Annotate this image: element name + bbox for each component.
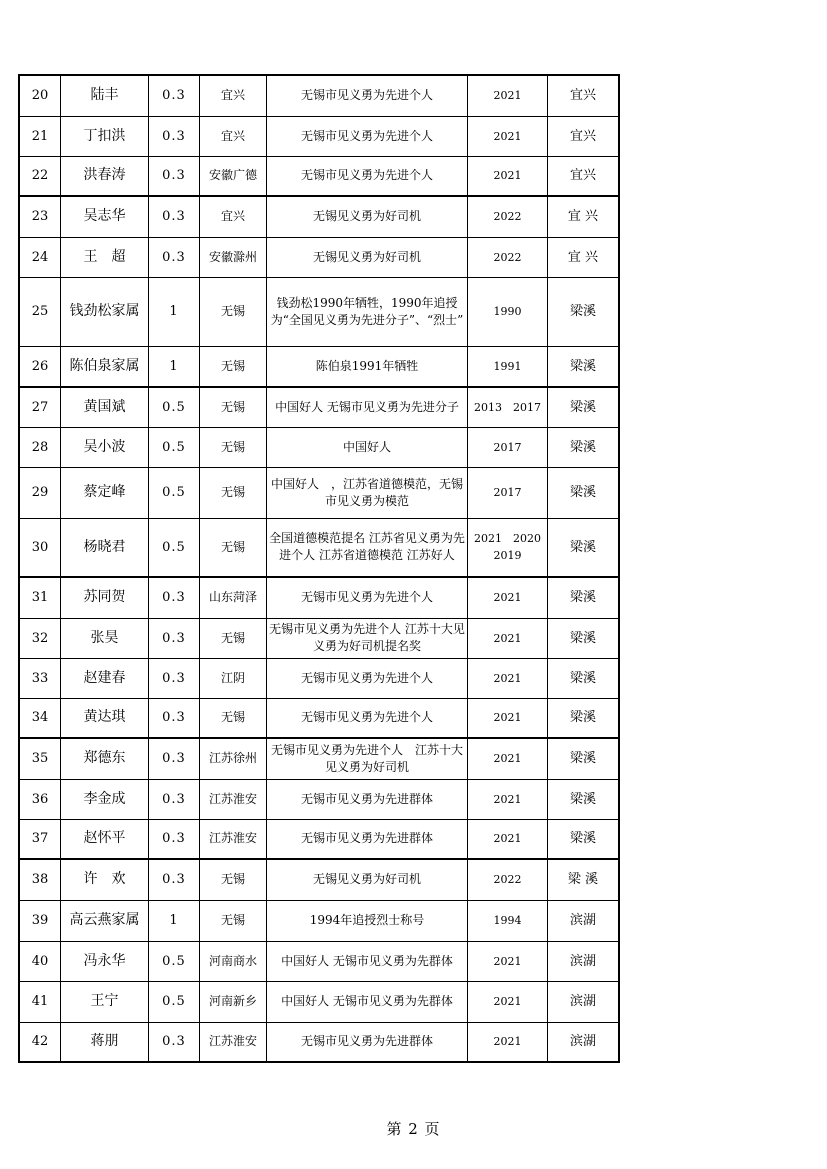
district: 宜兴 bbox=[548, 156, 620, 196]
table-row bbox=[19, 196, 619, 237]
award-year: 2021 bbox=[468, 577, 548, 618]
table-row bbox=[19, 467, 619, 518]
award-amount: 0.3 bbox=[149, 156, 200, 196]
honor-description: 中国好人 无锡市见义勇为先进分子 bbox=[267, 387, 468, 427]
honor-description: 无锡市见义勇为先进个人 bbox=[267, 75, 468, 116]
table-row bbox=[19, 577, 619, 618]
district: 梁溪 bbox=[548, 346, 620, 387]
award-amount: 0.3 bbox=[149, 618, 200, 658]
district: 梁溪 bbox=[548, 518, 620, 577]
honoree-name: 王 超 bbox=[61, 237, 149, 277]
honoree-name: 吴小波 bbox=[61, 427, 149, 467]
honor-description: 中国好人 ，江苏省道德模范，无锡市见义勇为模范 bbox=[267, 467, 468, 518]
origin-place: 江苏淮安 bbox=[200, 779, 267, 819]
award-year: 1994 bbox=[468, 900, 548, 941]
row-number: 30 bbox=[19, 518, 61, 577]
row-number: 34 bbox=[19, 698, 61, 738]
award-amount: 1 bbox=[149, 900, 200, 941]
honor-description: 中国好人 无锡市见义勇为先群体 bbox=[267, 941, 468, 981]
table-row bbox=[19, 900, 619, 941]
district: 梁溪 bbox=[548, 427, 620, 467]
origin-place: 无锡 bbox=[200, 387, 267, 427]
table-row bbox=[19, 387, 619, 427]
row-number: 41 bbox=[19, 981, 61, 1022]
origin-place: 江苏徐州 bbox=[200, 738, 267, 779]
origin-place: 安徽滁州 bbox=[200, 237, 267, 277]
honor-description: 中国好人 无锡市见义勇为先群体 bbox=[267, 981, 468, 1022]
table-row bbox=[19, 237, 619, 277]
award-amount: 0.3 bbox=[149, 237, 200, 277]
row-number: 39 bbox=[19, 900, 61, 941]
honoree-table bbox=[18, 74, 620, 1063]
honor-description: 无锡市见义勇为先进个人 bbox=[267, 658, 468, 698]
origin-place: 江苏淮安 bbox=[200, 1022, 267, 1062]
honoree-name: 蔡定峰 bbox=[61, 467, 149, 518]
row-number: 26 bbox=[19, 346, 61, 387]
origin-place: 无锡 bbox=[200, 698, 267, 738]
honoree-name: 苏同贺 bbox=[61, 577, 149, 618]
award-year: 2017 bbox=[468, 467, 548, 518]
row-number: 40 bbox=[19, 941, 61, 981]
row-number: 28 bbox=[19, 427, 61, 467]
row-number: 29 bbox=[19, 467, 61, 518]
honor-description: 无锡见义勇为好司机 bbox=[267, 859, 468, 900]
honoree-name: 洪春涛 bbox=[61, 156, 149, 196]
district: 滨湖 bbox=[548, 1022, 620, 1062]
honor-description: 中国好人 bbox=[267, 427, 468, 467]
origin-place: 宜兴 bbox=[200, 116, 267, 156]
district: 宜 兴 bbox=[548, 237, 620, 277]
origin-place: 无锡 bbox=[200, 859, 267, 900]
honor-description: 无锡市见义勇为先进个人 江苏十大见义勇为好司机 bbox=[267, 738, 468, 779]
award-year: 2021 bbox=[468, 618, 548, 658]
table-row bbox=[19, 427, 619, 467]
honor-description: 无锡市见义勇为先进群体 bbox=[267, 819, 468, 859]
award-year: 1991 bbox=[468, 346, 548, 387]
honor-description: 1994年追授烈士称号 bbox=[267, 900, 468, 941]
row-number: 22 bbox=[19, 156, 61, 196]
honoree-name: 许 欢 bbox=[61, 859, 149, 900]
row-number: 20 bbox=[19, 75, 61, 116]
award-year: 2022 bbox=[468, 196, 548, 237]
row-number: 21 bbox=[19, 116, 61, 156]
row-number: 25 bbox=[19, 277, 61, 346]
award-year: 2021 bbox=[468, 1022, 548, 1062]
award-year: 2013 2017 bbox=[468, 387, 548, 427]
award-amount: 0.5 bbox=[149, 467, 200, 518]
award-year: 2021 bbox=[468, 658, 548, 698]
award-amount: 0.5 bbox=[149, 941, 200, 981]
origin-place: 河南商水 bbox=[200, 941, 267, 981]
honor-description: 无锡市见义勇为先进个人 bbox=[267, 156, 468, 196]
row-number: 24 bbox=[19, 237, 61, 277]
award-amount: 0.3 bbox=[149, 859, 200, 900]
origin-place: 山东菏泽 bbox=[200, 577, 267, 618]
honoree-name: 陈伯泉家属 bbox=[61, 346, 149, 387]
award-year: 2022 bbox=[468, 859, 548, 900]
table-row bbox=[19, 941, 619, 981]
table-row bbox=[19, 1022, 619, 1062]
honoree-name: 黄国斌 bbox=[61, 387, 149, 427]
table-row bbox=[19, 116, 619, 156]
award-year: 2022 bbox=[468, 237, 548, 277]
award-amount: 0.5 bbox=[149, 518, 200, 577]
origin-place: 无锡 bbox=[200, 518, 267, 577]
district: 梁溪 bbox=[548, 277, 620, 346]
table-row bbox=[19, 518, 619, 577]
origin-place: 江苏淮安 bbox=[200, 819, 267, 859]
origin-place: 无锡 bbox=[200, 618, 267, 658]
district: 宜兴 bbox=[548, 75, 620, 116]
honoree-name: 丁扣洪 bbox=[61, 116, 149, 156]
origin-place: 无锡 bbox=[200, 346, 267, 387]
district: 梁溪 bbox=[548, 698, 620, 738]
honor-description: 无锡市见义勇为先进群体 bbox=[267, 1022, 468, 1062]
origin-place: 河南新乡 bbox=[200, 981, 267, 1022]
award-amount: 0.3 bbox=[149, 75, 200, 116]
origin-place: 江阴 bbox=[200, 658, 267, 698]
honoree-name: 张昊 bbox=[61, 618, 149, 658]
award-year: 2021 bbox=[468, 981, 548, 1022]
award-year: 2021 bbox=[468, 819, 548, 859]
origin-place: 安徽广德 bbox=[200, 156, 267, 196]
honoree-name: 黄达琪 bbox=[61, 698, 149, 738]
row-number: 27 bbox=[19, 387, 61, 427]
row-number: 32 bbox=[19, 618, 61, 658]
award-amount: 1 bbox=[149, 277, 200, 346]
honoree-name: 冯永华 bbox=[61, 941, 149, 981]
origin-place: 无锡 bbox=[200, 277, 267, 346]
table-row bbox=[19, 698, 619, 738]
origin-place: 无锡 bbox=[200, 427, 267, 467]
honor-description: 无锡市见义勇为先进个人 bbox=[267, 116, 468, 156]
district: 梁溪 bbox=[548, 618, 620, 658]
award-year: 2021 bbox=[468, 75, 548, 116]
honoree-name: 陆丰 bbox=[61, 75, 149, 116]
honor-description: 钱劲松1990年牺牲，1990年追授为“全国见义勇为先进分子”、“烈士” bbox=[267, 277, 468, 346]
award-amount: 0.3 bbox=[149, 116, 200, 156]
row-number: 37 bbox=[19, 819, 61, 859]
row-number: 35 bbox=[19, 738, 61, 779]
honoree-name: 蒋朋 bbox=[61, 1022, 149, 1062]
award-year: 2021 bbox=[468, 738, 548, 779]
district: 梁溪 bbox=[548, 738, 620, 779]
honor-description: 无锡市见义勇为先进群体 bbox=[267, 779, 468, 819]
award-amount: 0.3 bbox=[149, 658, 200, 698]
award-amount: 0.5 bbox=[149, 981, 200, 1022]
district: 滨湖 bbox=[548, 941, 620, 981]
honoree-name: 杨晓君 bbox=[61, 518, 149, 577]
row-number: 36 bbox=[19, 779, 61, 819]
honoree-name: 吴志华 bbox=[61, 196, 149, 237]
table-row bbox=[19, 819, 619, 859]
award-year: 2021 bbox=[468, 116, 548, 156]
honor-description: 无锡市见义勇为先进个人 江苏十大见义勇为好司机提名奖 bbox=[267, 618, 468, 658]
award-year: 2021 bbox=[468, 941, 548, 981]
honoree-name: 李金成 bbox=[61, 779, 149, 819]
award-amount: 0.3 bbox=[149, 698, 200, 738]
honoree-name: 王宁 bbox=[61, 981, 149, 1022]
district: 滨湖 bbox=[548, 900, 620, 941]
award-year: 2021 2020 2019 bbox=[468, 518, 548, 577]
district: 梁 溪 bbox=[548, 859, 620, 900]
row-number: 33 bbox=[19, 658, 61, 698]
table-row bbox=[19, 618, 619, 658]
district: 梁溪 bbox=[548, 819, 620, 859]
table-body bbox=[19, 75, 619, 1062]
award-year: 2021 bbox=[468, 156, 548, 196]
award-amount: 0.5 bbox=[149, 387, 200, 427]
honor-description: 无锡市见义勇为先进个人 bbox=[267, 698, 468, 738]
award-year: 1990 bbox=[468, 277, 548, 346]
honor-description: 无锡市见义勇为先进个人 bbox=[267, 577, 468, 618]
district: 梁溪 bbox=[548, 387, 620, 427]
table-row bbox=[19, 738, 619, 779]
table-row bbox=[19, 156, 619, 196]
honoree-name: 赵建春 bbox=[61, 658, 149, 698]
honor-description: 陈伯泉1991年牺牲 bbox=[267, 346, 468, 387]
district: 梁溪 bbox=[548, 779, 620, 819]
table-row bbox=[19, 981, 619, 1022]
award-amount: 0.3 bbox=[149, 1022, 200, 1062]
origin-place: 无锡 bbox=[200, 900, 267, 941]
district: 滨湖 bbox=[548, 981, 620, 1022]
district: 梁溪 bbox=[548, 577, 620, 618]
award-amount: 0.3 bbox=[149, 196, 200, 237]
page-number: 第 2 页 bbox=[386, 1120, 441, 1138]
award-amount: 0.3 bbox=[149, 779, 200, 819]
honor-description: 无锡见义勇为好司机 bbox=[267, 196, 468, 237]
table-row bbox=[19, 75, 619, 116]
row-number: 31 bbox=[19, 577, 61, 618]
table-row bbox=[19, 277, 619, 346]
award-year: 2017 bbox=[468, 427, 548, 467]
origin-place: 无锡 bbox=[200, 467, 267, 518]
row-number: 42 bbox=[19, 1022, 61, 1062]
district: 梁溪 bbox=[548, 467, 620, 518]
table-row bbox=[19, 658, 619, 698]
honor-description: 无锡见义勇为好司机 bbox=[267, 237, 468, 277]
award-amount: 0.3 bbox=[149, 738, 200, 779]
district: 梁溪 bbox=[548, 658, 620, 698]
origin-place: 宜兴 bbox=[200, 196, 267, 237]
award-amount: 0.3 bbox=[149, 819, 200, 859]
honoree-name: 郑德东 bbox=[61, 738, 149, 779]
honoree-name: 赵怀平 bbox=[61, 819, 149, 859]
award-amount: 1 bbox=[149, 346, 200, 387]
award-year: 2021 bbox=[468, 698, 548, 738]
table-row bbox=[19, 346, 619, 387]
honoree-name: 高云燕家属 bbox=[61, 900, 149, 941]
district: 宜 兴 bbox=[548, 196, 620, 237]
table-row bbox=[19, 859, 619, 900]
award-amount: 0.5 bbox=[149, 427, 200, 467]
honoree-name: 钱劲松家属 bbox=[61, 277, 149, 346]
honor-description: 全国道德模范提名 江苏省见义勇为先进个人 江苏省道德模范 江苏好人 bbox=[267, 518, 468, 577]
row-number: 23 bbox=[19, 196, 61, 237]
award-year: 2021 bbox=[468, 779, 548, 819]
table-row bbox=[19, 779, 619, 819]
district: 宜兴 bbox=[548, 116, 620, 156]
award-amount: 0.3 bbox=[149, 577, 200, 618]
origin-place: 宜兴 bbox=[200, 75, 267, 116]
row-number: 38 bbox=[19, 859, 61, 900]
